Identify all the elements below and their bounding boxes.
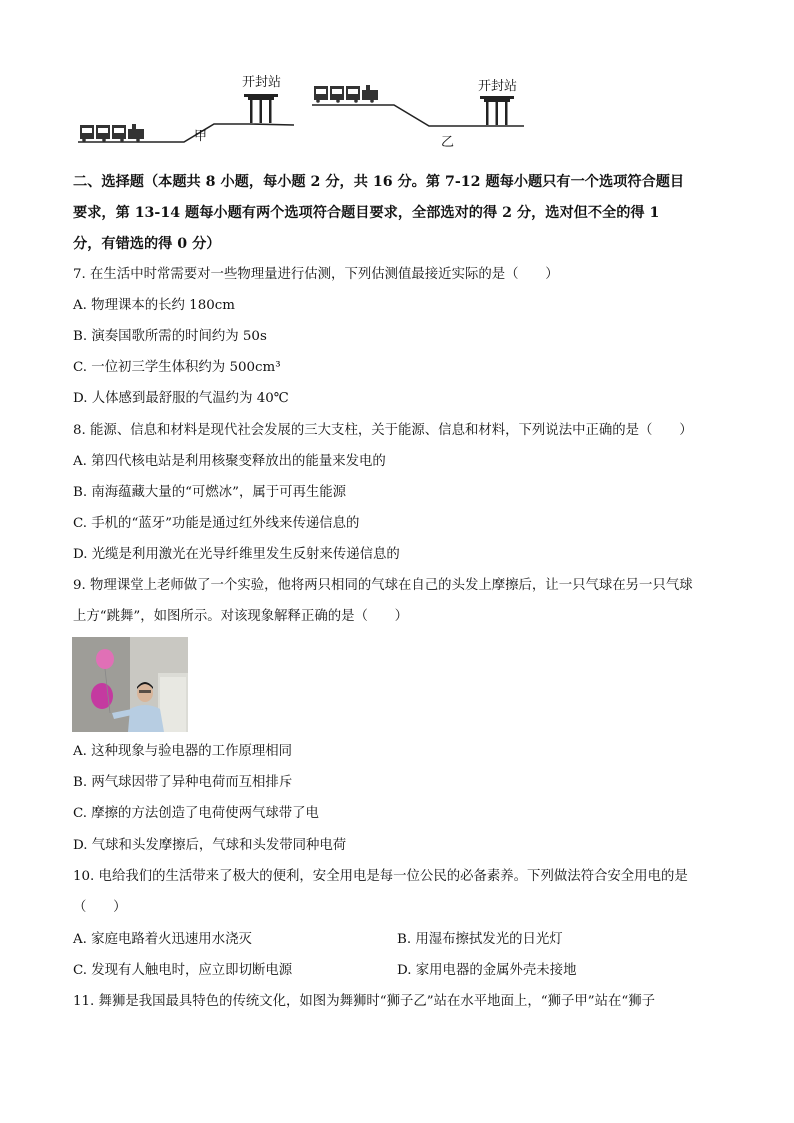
q10-option-c: C. 发现有人触电时，应立即切断电源 bbox=[73, 963, 293, 978]
station-label-left: 开封站 bbox=[242, 75, 282, 90]
diagram-jia bbox=[78, 94, 294, 142]
train-slope-figure bbox=[74, 72, 534, 154]
station-label-right: 开封站 bbox=[478, 79, 518, 94]
station-icon-left bbox=[244, 94, 278, 123]
train-icon-right bbox=[314, 85, 378, 103]
balloon-experiment-photo bbox=[72, 637, 188, 732]
q9-option-a: A. 这种现象与验电器的工作原理相同 bbox=[73, 744, 293, 759]
train-icon-left bbox=[80, 124, 144, 142]
q8-option-b: B. 南海蕴藏大量的“可燃冰”，属于可再生能源 bbox=[73, 485, 347, 500]
q7-option-a: A. 物理课本的长约 180cm bbox=[73, 298, 235, 313]
station-icon-right bbox=[480, 96, 514, 125]
q9-stem-line1: 9. 物理课堂上老师做了一个实验，他将两只相同的气球在自己的头发上摩擦后，让一只气球在另一只气球 bbox=[73, 578, 693, 593]
q10-stem-line1: 10. 电给我们的生活带来了极大的便利，安全用电是每一位公民的必备素养。下列做法符合安全用电的是 bbox=[73, 869, 688, 884]
q7-option-b: B. 演奏国歌所需的时间约为 50s bbox=[73, 329, 267, 344]
label-jia: 甲 bbox=[194, 129, 208, 144]
q9-option-c: C. 摩擦的方法创造了电荷使两气球带了电 bbox=[73, 806, 319, 821]
q8-option-a: A. 第四代核电站是利用核聚变释放出的能量来发电的 bbox=[73, 454, 386, 469]
q7-stem: 7. 在生活中时常需要对一些物理量进行估测，下列估测值最接近实际的是（ ） bbox=[73, 267, 559, 282]
q8-option-d: D. 光缆是利用激光在光导纤维里发生反射来传递信息的 bbox=[73, 547, 400, 562]
q8-stem: 8. 能源、信息和材料是现代社会发展的三大支柱，关于能源、信息和材料，下列说法中正确的是（ ） bbox=[73, 423, 693, 438]
q7-option-d: D. 人体感到最舒服的气温约为 40℃ bbox=[73, 391, 289, 406]
q11-stem-line1: 11. 舞狮是我国最具特色的传统文化，如图为舞狮时“狮子乙”站在水平地面上，“狮子甲”站在“狮子 bbox=[73, 994, 656, 1009]
section-heading-line1: 二、选择题（本题共 8 小题，每小题 2 分，共 16 分。第 7-12 题每小题只有一个选项符合题目 bbox=[73, 174, 685, 190]
q10-option-a: A. 家庭电路着火迅速用水浇灭 bbox=[73, 932, 252, 947]
q9-stem-line2: 上方“跳舞”，如图所示。对该现象解释正确的是（ ） bbox=[73, 609, 409, 624]
q10-option-b: B. 用湿布擦拭发光的日光灯 bbox=[397, 932, 563, 947]
q10-option-d: D. 家用电器的金属外壳未接地 bbox=[397, 963, 577, 978]
section-heading-line3: 分，有错选的得 0 分） bbox=[73, 236, 221, 252]
section-heading-line2: 要求，第 13-14 题每小题有两个选项符合题目要求，全部选对的得 2 分，选对但不全的得 1 bbox=[73, 205, 660, 221]
q9-option-b: B. 两气球因带了异种电荷而互相排斥 bbox=[73, 775, 293, 790]
q9-option-d: D. 气球和头发摩擦后，气球和头发带同种电荷 bbox=[73, 838, 347, 853]
q8-option-c: C. 手机的“蓝牙”功能是通过红外线来传递信息的 bbox=[73, 516, 360, 531]
label-yi: 乙 bbox=[441, 135, 455, 150]
q10-stem-line2: （ ） bbox=[73, 900, 127, 915]
q7-option-c: C. 一位初三学生体积约为 500cm³ bbox=[73, 360, 281, 375]
